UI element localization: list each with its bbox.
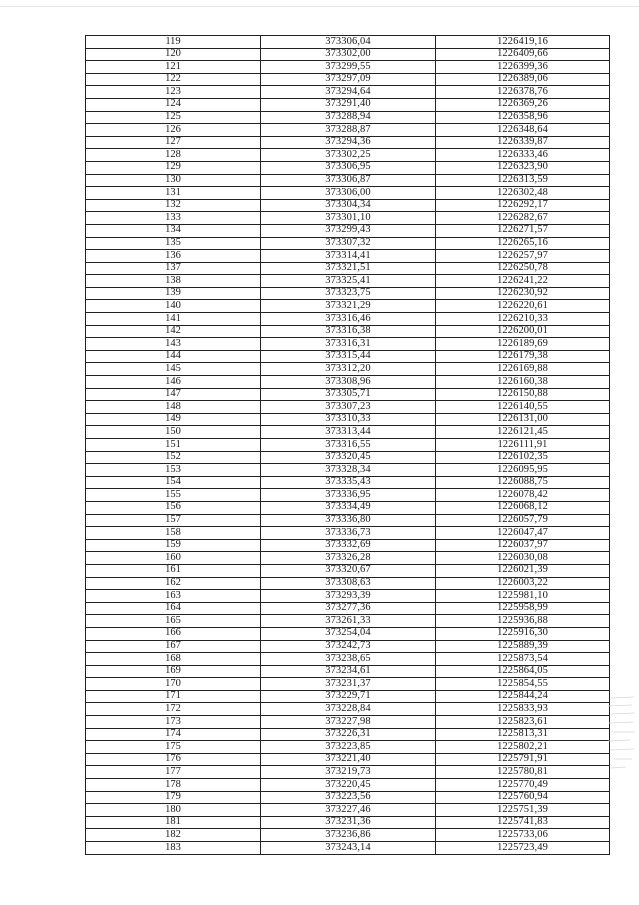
table-row [86,501,610,514]
point-number-cell: 147 [86,388,261,401]
x-coordinate-cell: 373291,40 [261,98,436,111]
y-coordinate-cell: 1226068,12 [436,501,610,514]
y-coordinate-cell: 1226339,87 [436,136,610,149]
x-coordinate-cell: 373321,29 [261,300,436,313]
x-coordinate-cell: 373288,94 [261,111,436,124]
x-coordinate-cell: 373316,46 [261,313,436,326]
point-number-cell: 144 [86,350,261,363]
y-coordinate-cell: 1226179,38 [436,350,610,363]
y-coordinate-cell: 1226323,90 [436,161,610,174]
point-number-cell: 135 [86,237,261,250]
point-number-cell: 171 [86,690,261,703]
x-coordinate-cell: 373226,31 [261,728,436,741]
x-coordinate-cell: 373336,80 [261,514,436,527]
table-row [86,61,610,74]
page-top-rule [0,6,639,7]
table-row [86,174,610,187]
y-coordinate-cell: 1225751,39 [436,804,610,817]
point-number-cell: 145 [86,363,261,376]
point-number-cell: 143 [86,338,261,351]
y-coordinate-cell: 1226210,33 [436,313,610,326]
y-coordinate-cell: 1226003,22 [436,577,610,590]
x-coordinate-cell: 373308,96 [261,376,436,389]
point-number-cell: 139 [86,287,261,300]
y-coordinate-cell: 1225889,39 [436,640,610,653]
coordinates-table-body [86,36,610,855]
table-row [86,136,610,149]
y-coordinate-cell: 1226378,76 [436,86,610,99]
x-coordinate-cell: 373294,36 [261,136,436,149]
y-coordinate-cell: 1226220,61 [436,300,610,313]
point-number-cell: 165 [86,615,261,628]
y-coordinate-cell: 1225813,31 [436,728,610,741]
x-coordinate-cell: 373304,34 [261,199,436,212]
point-number-cell: 146 [86,376,261,389]
coordinates-table [85,35,610,855]
table-row [86,426,610,439]
x-coordinate-cell: 373231,37 [261,678,436,691]
y-coordinate-cell: 1226389,06 [436,73,610,86]
x-coordinate-cell: 373315,44 [261,350,436,363]
point-number-cell: 164 [86,602,261,615]
table-row [86,842,610,855]
point-number-cell: 178 [86,779,261,792]
table-row [86,602,610,615]
coordinates-table-container [85,35,609,855]
point-number-cell: 131 [86,187,261,200]
point-number-cell: 149 [86,413,261,426]
x-coordinate-cell: 373306,87 [261,174,436,187]
y-coordinate-cell: 1225936,88 [436,615,610,628]
table-row [86,98,610,111]
x-coordinate-cell: 373320,67 [261,564,436,577]
y-coordinate-cell: 1226419,16 [436,36,610,49]
x-coordinate-cell: 373336,95 [261,489,436,502]
point-number-cell: 148 [86,401,261,414]
table-row [86,187,610,200]
point-number-cell: 122 [86,73,261,86]
y-coordinate-cell: 1225723,49 [436,842,610,855]
table-row [86,111,610,124]
table-row [86,86,610,99]
y-coordinate-cell: 1226111,91 [436,439,610,452]
x-coordinate-cell: 373277,36 [261,602,436,615]
y-coordinate-cell: 1225981,10 [436,590,610,603]
x-coordinate-cell: 373307,23 [261,401,436,414]
table-row [86,451,610,464]
table-row [86,665,610,678]
point-number-cell: 133 [86,212,261,225]
y-coordinate-cell: 1226021,39 [436,564,610,577]
x-coordinate-cell: 373320,45 [261,451,436,464]
x-coordinate-cell: 373316,31 [261,338,436,351]
table-row [86,199,610,212]
x-coordinate-cell: 373334,49 [261,501,436,514]
table-row [86,124,610,137]
x-coordinate-cell: 373336,73 [261,527,436,540]
y-coordinate-cell: 1226241,22 [436,275,610,288]
point-number-cell: 120 [86,48,261,61]
table-row [86,615,610,628]
x-coordinate-cell: 373299,55 [261,61,436,74]
y-coordinate-cell: 1226057,79 [436,514,610,527]
x-coordinate-cell: 373306,00 [261,187,436,200]
y-coordinate-cell: 1225854,55 [436,678,610,691]
y-coordinate-cell: 1225823,61 [436,716,610,729]
point-number-cell: 159 [86,539,261,552]
y-coordinate-cell: 1226088,75 [436,476,610,489]
x-coordinate-cell: 373229,71 [261,690,436,703]
table-row [86,287,610,300]
point-number-cell: 160 [86,552,261,565]
table-row [86,627,610,640]
x-coordinate-cell: 373316,55 [261,439,436,452]
point-number-cell: 183 [86,842,261,855]
point-number-cell: 176 [86,753,261,766]
table-row [86,36,610,49]
table-row [86,703,610,716]
table-row [86,388,610,401]
point-number-cell: 153 [86,464,261,477]
point-number-cell: 162 [86,577,261,590]
point-number-cell: 150 [86,426,261,439]
x-coordinate-cell: 373243,14 [261,842,436,855]
table-row [86,779,610,792]
point-number-cell: 169 [86,665,261,678]
x-coordinate-cell: 373299,43 [261,224,436,237]
y-coordinate-cell: 1226047,47 [436,527,610,540]
y-coordinate-cell: 1226348,64 [436,124,610,137]
point-number-cell: 138 [86,275,261,288]
point-number-cell: 156 [86,501,261,514]
y-coordinate-cell: 1225873,54 [436,653,610,666]
table-row [86,350,610,363]
y-coordinate-cell: 1226358,96 [436,111,610,124]
x-coordinate-cell: 373301,10 [261,212,436,225]
point-number-cell: 163 [86,590,261,603]
point-number-cell: 127 [86,136,261,149]
table-row [86,262,610,275]
table-row [86,476,610,489]
x-coordinate-cell: 373305,71 [261,388,436,401]
x-coordinate-cell: 373307,32 [261,237,436,250]
y-coordinate-cell: 1226102,35 [436,451,610,464]
y-coordinate-cell: 1226369,26 [436,98,610,111]
x-coordinate-cell: 373238,65 [261,653,436,666]
x-coordinate-cell: 373306,04 [261,36,436,49]
x-coordinate-cell: 373306,95 [261,161,436,174]
y-coordinate-cell: 1226271,57 [436,224,610,237]
point-number-cell: 142 [86,325,261,338]
point-number-cell: 152 [86,451,261,464]
x-coordinate-cell: 373288,87 [261,124,436,137]
y-coordinate-cell: 1225833,93 [436,703,610,716]
table-row [86,149,610,162]
table-row [86,514,610,527]
y-coordinate-cell: 1225741,83 [436,816,610,829]
y-coordinate-cell: 1226282,67 [436,212,610,225]
x-coordinate-cell: 373261,33 [261,615,436,628]
x-coordinate-cell: 373227,98 [261,716,436,729]
point-number-cell: 182 [86,829,261,842]
y-coordinate-cell: 1226313,59 [436,174,610,187]
table-row [86,439,610,452]
x-coordinate-cell: 373236,86 [261,829,436,842]
point-number-cell: 136 [86,250,261,263]
table-row [86,804,610,817]
y-coordinate-cell: 1226409,66 [436,48,610,61]
y-coordinate-cell: 1226200,01 [436,325,610,338]
y-coordinate-cell: 1226333,46 [436,149,610,162]
table-row [86,161,610,174]
table-row [86,552,610,565]
y-coordinate-cell: 1225733,06 [436,829,610,842]
point-number-cell: 166 [86,627,261,640]
point-number-cell: 130 [86,174,261,187]
point-number-cell: 173 [86,716,261,729]
x-coordinate-cell: 373223,56 [261,791,436,804]
point-number-cell: 126 [86,124,261,137]
point-number-cell: 155 [86,489,261,502]
point-number-cell: 119 [86,36,261,49]
x-coordinate-cell: 373231,36 [261,816,436,829]
y-coordinate-cell: 1225916,30 [436,627,610,640]
x-coordinate-cell: 373310,33 [261,413,436,426]
point-number-cell: 141 [86,313,261,326]
table-row [86,791,610,804]
table-row [86,73,610,86]
y-coordinate-cell: 1226121,45 [436,426,610,439]
y-coordinate-cell: 1226150,88 [436,388,610,401]
point-number-cell: 134 [86,224,261,237]
y-coordinate-cell: 1226160,38 [436,376,610,389]
x-coordinate-cell: 373335,43 [261,476,436,489]
table-row [86,577,610,590]
x-coordinate-cell: 373316,38 [261,325,436,338]
table-row [86,753,610,766]
table-row [86,690,610,703]
point-number-cell: 154 [86,476,261,489]
point-number-cell: 140 [86,300,261,313]
table-row [86,653,610,666]
x-coordinate-cell: 373308,63 [261,577,436,590]
point-number-cell: 181 [86,816,261,829]
y-coordinate-cell: 1226095,95 [436,464,610,477]
table-row [86,275,610,288]
y-coordinate-cell: 1225770,49 [436,779,610,792]
point-number-cell: 151 [86,439,261,452]
y-coordinate-cell: 1226131,00 [436,413,610,426]
table-row [86,338,610,351]
y-coordinate-cell: 1226250,78 [436,262,610,275]
x-coordinate-cell: 373294,64 [261,86,436,99]
x-coordinate-cell: 373234,61 [261,665,436,678]
y-coordinate-cell: 1225844,24 [436,690,610,703]
x-coordinate-cell: 373223,85 [261,741,436,754]
table-row [86,224,610,237]
table-row [86,325,610,338]
table-row [86,766,610,779]
y-coordinate-cell: 1226140,55 [436,401,610,414]
y-coordinate-cell: 1226189,69 [436,338,610,351]
table-row [86,678,610,691]
table-row [86,212,610,225]
point-number-cell: 132 [86,199,261,212]
point-number-cell: 177 [86,766,261,779]
x-coordinate-cell: 373312,20 [261,363,436,376]
point-number-cell: 125 [86,111,261,124]
table-row [86,564,610,577]
y-coordinate-cell: 1225780,81 [436,766,610,779]
x-coordinate-cell: 373323,75 [261,287,436,300]
table-row [86,300,610,313]
table-row [86,716,610,729]
y-coordinate-cell: 1225802,21 [436,741,610,754]
y-coordinate-cell: 1226399,36 [436,61,610,74]
table-row [86,237,610,250]
table-row [86,829,610,842]
y-coordinate-cell: 1225958,99 [436,602,610,615]
x-coordinate-cell: 373228,84 [261,703,436,716]
y-coordinate-cell: 1226265,16 [436,237,610,250]
x-coordinate-cell: 373313,44 [261,426,436,439]
y-coordinate-cell: 1226257,97 [436,250,610,263]
y-coordinate-cell: 1226169,88 [436,363,610,376]
x-coordinate-cell: 373302,00 [261,48,436,61]
table-row [86,539,610,552]
x-coordinate-cell: 373242,73 [261,640,436,653]
point-number-cell: 175 [86,741,261,754]
x-coordinate-cell: 373220,45 [261,779,436,792]
y-coordinate-cell: 1226230,92 [436,287,610,300]
x-coordinate-cell: 373314,41 [261,250,436,263]
point-number-cell: 179 [86,791,261,804]
point-number-cell: 167 [86,640,261,653]
y-coordinate-cell: 1226292,17 [436,199,610,212]
table-row [86,816,610,829]
y-coordinate-cell: 1226078,42 [436,489,610,502]
point-number-cell: 137 [86,262,261,275]
point-number-cell: 180 [86,804,261,817]
table-row [86,413,610,426]
x-coordinate-cell: 373326,28 [261,552,436,565]
table-row [86,728,610,741]
x-coordinate-cell: 373254,04 [261,627,436,640]
table-row [86,250,610,263]
table-row [86,464,610,477]
point-number-cell: 168 [86,653,261,666]
x-coordinate-cell: 373221,40 [261,753,436,766]
faint-stamp-mark [608,692,636,774]
table-row [86,489,610,502]
y-coordinate-cell: 1226030,08 [436,552,610,565]
x-coordinate-cell: 373297,09 [261,73,436,86]
x-coordinate-cell: 373325,41 [261,275,436,288]
table-row [86,590,610,603]
table-row [86,527,610,540]
point-number-cell: 123 [86,86,261,99]
table-row [86,741,610,754]
y-coordinate-cell: 1225791,91 [436,753,610,766]
point-number-cell: 128 [86,149,261,162]
x-coordinate-cell: 373302,25 [261,149,436,162]
table-row [86,48,610,61]
table-row [86,640,610,653]
point-number-cell: 170 [86,678,261,691]
point-number-cell: 124 [86,98,261,111]
x-coordinate-cell: 373227,46 [261,804,436,817]
table-row [86,401,610,414]
y-coordinate-cell: 1226037,97 [436,539,610,552]
table-row [86,313,610,326]
point-number-cell: 158 [86,527,261,540]
x-coordinate-cell: 373293,39 [261,590,436,603]
y-coordinate-cell: 1225760,94 [436,791,610,804]
point-number-cell: 121 [86,61,261,74]
x-coordinate-cell: 373321,51 [261,262,436,275]
point-number-cell: 129 [86,161,261,174]
x-coordinate-cell: 373219,73 [261,766,436,779]
point-number-cell: 157 [86,514,261,527]
table-row [86,376,610,389]
y-coordinate-cell: 1226302,48 [436,187,610,200]
x-coordinate-cell: 373328,34 [261,464,436,477]
x-coordinate-cell: 373332,69 [261,539,436,552]
point-number-cell: 161 [86,564,261,577]
y-coordinate-cell: 1225864,05 [436,665,610,678]
table-row [86,363,610,376]
point-number-cell: 172 [86,703,261,716]
point-number-cell: 174 [86,728,261,741]
